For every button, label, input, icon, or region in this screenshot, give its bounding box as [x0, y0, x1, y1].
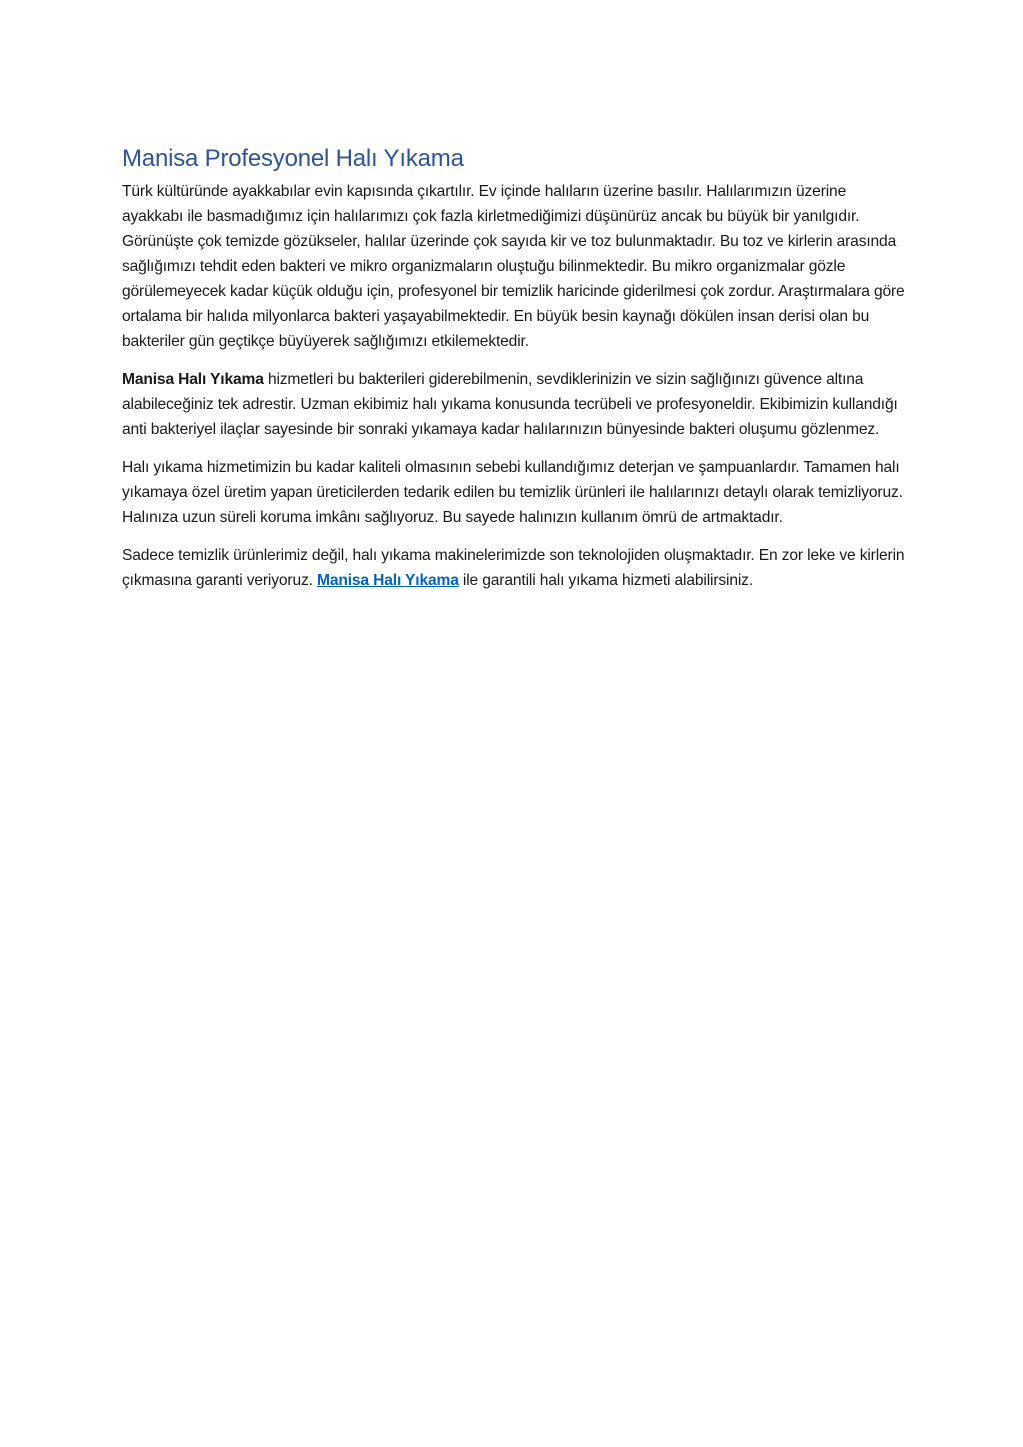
paragraph-technology — [122, 543, 908, 593]
document-page — [122, 143, 908, 606]
paragraph-services-text: hizmetleri bu bakterileri giderebilmenin, sevdiklerinizin ve sizin sağlığınızı güvence altına alabileceğiniz tek adrestir. Uzman ekibimiz halı yıkama konusunda tecrübeli ve profesyoneldir. Ekibimizin kullandığı anti bakteriyel ilaçlar sayesinde bir sonraki yıkamaya kadar halılarınızın bünyesinde bakteri oluşumu gözlenmez. — [122, 371, 898, 438]
paragraph-technology-text-after: ile garantili halı yıkama hizmeti alabilirsiniz. — [458, 572, 753, 589]
paragraph-quality: Halı yıkama hizmetimizin bu kadar kaliteli olmasının sebebi kullandığımız deterjan ve şampuanlardır. Tamamen halı yıkamaya özel üretim yapan üreticilerden tedarik edilen bu temizlik ürünleri ile halılarınızı detaylı olarak temizliyoruz. Halınıza uzun süreli koruma imkânı sağlıyoruz. Bu sayede halınızın kullanım ömrü de artmaktadır. — [122, 459, 903, 526]
brand-name-bold: Manisa Halı Yıkama — [122, 371, 264, 388]
manisa-hali-yikama-link[interactable]: Manisa Halı Yıkama — [316, 572, 459, 589]
paragraph-services — [122, 367, 908, 442]
document-title: Manisa Profesyonel Halı Yıkama — [122, 145, 464, 172]
paragraph-technology-text-before: Sadece temizlik ürünlerimiz değil, halı yıkama makinelerimizde son teknolojiden oluşmaktadır. En zor leke ve kirlerin çıkmasına garanti veriyoruz. — [122, 547, 905, 589]
paragraph-intro: Türk kültüründe ayakkabılar evin kapısında çıkartılır. Ev içinde halıların üzerine basılır. Halılarımızın üzerine ayakkabı ile basmadığımız için halılarımızı çok fazla kirletmediğimizi düşünürüz ancak bu büyük bir yanılgıdır. Görünüşte çok temizde gözükseler, halılar üzerinde çok sayıda kir ve toz bulunmaktadır. Bu toz ve kirlerin arasında sağlığımızı tehdit eden bakteri ve mikro organizmaların oluştuğu bilinmektedir. Bu mikro organizmalar gözle görülemeyecek kadar küçük olduğu için, profesyonel bir temizlik haricinde giderilmesi çok zordur. Araştırmalara göre ortalama bir halıda milyonlarca bakteri yaşayabilmektedir. En büyük besin kaynağı dökülen insan derisi olan bu bakteriler gün geçtikçe büyüyerek sağlığımızı etkilemektedir. — [122, 183, 905, 350]
